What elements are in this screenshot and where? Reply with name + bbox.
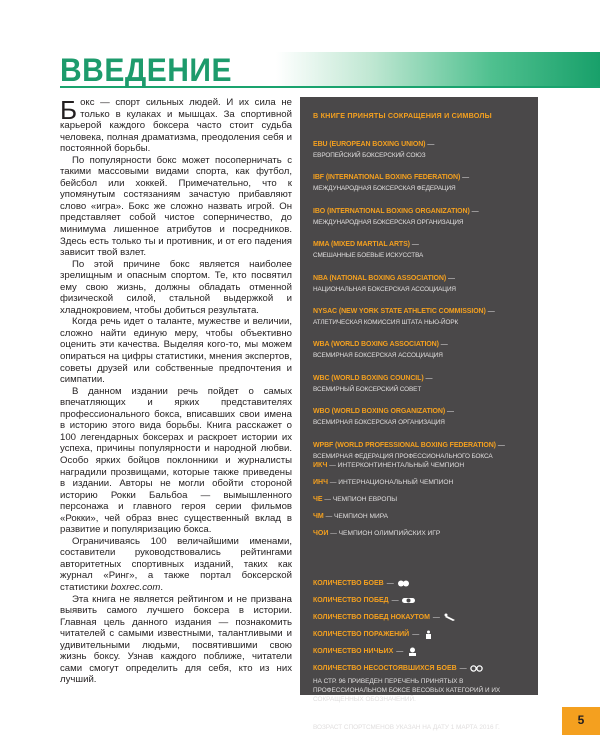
- paragraph-7: Эта книга не является рейтингом и не призвана выявить самого лучшего боксера в истории. Главная цель данного издания — познакомить читателей с самыми известными, талантливыми и удивительными людьми, посвятившими свою жизнь боксу. Узнав каждого поближе, читатели сами смогут определить для себя, кто из них лучший.: [60, 593, 292, 686]
- abbreviation-item: IBO (INTERNATIONAL BOXING ORGANIZATION) — МЕЖДУНАРОДНАЯ БОКСЕРСКАЯ ОРГАНИЗАЦИЯ: [313, 207, 479, 226]
- stat-legend-item: КОЛИЧЕСТВО НИЧЬИХ —: [313, 643, 533, 660]
- sidebar-heading: В КНИГЕ ПРИНЯТЫ СОКРАЩЕНИЯ И СИМВОЛЫ: [313, 111, 492, 120]
- page-number: 5: [577, 713, 585, 727]
- abbreviation-item: NYSAC (NEW YORK STATE ATHLETIC COMMISSION) — АТЛЕТИЧЕСКАЯ КОМИССИЯ ШТАТА НЬЮ-ЙОРК: [313, 307, 495, 326]
- stat-legend-item: КОЛИЧЕСТВО БОЕВ —: [313, 575, 533, 592]
- abbreviation-item: WBA (WORLD BOXING ASSOCIATION) — ВСЕМИРНАЯ БОКСЕРСКАЯ АССОЦИАЦИЯ: [313, 341, 448, 360]
- abbreviation-item: NBA (NATIONAL BOXING ASSOCIATION) — НАЦИОНАЛЬНАЯ БОКСЕРСКАЯ АССОЦИАЦИЯ: [313, 274, 456, 293]
- handshake-icon: [406, 647, 419, 656]
- gloves-icon: [397, 579, 410, 588]
- title-item: ИКЧ — ИНТЕРКОНТИНЕНТАЛЬНЫЙ ЧЕМПИОН: [313, 462, 465, 469]
- title-abbreviation-list: [313, 461, 533, 546]
- paragraph-4: Когда речь идет о таланте, мужестве и величии, сложно найти единую меру, чтобы объективно оценить эти качества. Выделяя кого-то, мы можем опираться на цифры статистики, мнения экспертов, советы друзей или собственные предпочтения и симпатии.: [60, 316, 292, 386]
- page-title: ВВЕДЕНИЕ: [60, 53, 232, 89]
- stats-legend: [313, 575, 533, 677]
- boxrec-link: boxrec.com: [110, 581, 161, 593]
- title-item: ЧЕ — ЧЕМПИОН ЕВРОПЫ: [313, 496, 398, 503]
- paragraph-2: По популярности бокс может посоперничать с такими массовыми видами спорта, как футбол, бейсбол или хоккей. Примечательно, что к упомянутым состязаниям зачастую прибавляют слово «игра». Бокс же сложно назвать игрой. Он представляет собой чистое соперничество, до минимума лишенное атрибутов и посредников. Здесь есть только ты и противник, и от его падения зависит твой взлет.: [60, 154, 292, 259]
- stat-legend-item: КОЛИЧЕСТВО ПОБЕД НОКАУТОМ —: [313, 609, 533, 626]
- page-number-box: [562, 707, 600, 735]
- stat-legend-item: КОЛИЧЕСТВО НЕСОСТОЯВШИХСЯ БОЕВ —: [313, 660, 533, 677]
- paragraph-6: Ограничиваясь 100 величайшими именами, составители руководствовались рейтингами авторитетных спортивных изданий, таких как журнал «Ринг», а также портал боксерской статистики boxrec.com.: [60, 535, 292, 593]
- paragraph-5: В данном издании речь пойдет о самых впечатляющих и ярких представителях профессионального бокса, вписавших свои имена в историю этого вида борьбы. Книга расскажет о 100 легендарных боксерах и раскроет истории их успеха, причины популярности и народной любви. Особо ярких бойцов поклонники и журналисты наградили прозвищами, которые также приведены в издании. Авторы не могли обойти стороной историю Рокки Бальбоа — вымышленного персонажа и главного героя серии фильмов «Рокки», чей образ внес существенный вклад в развитие и популяризацию бокса.: [60, 385, 292, 536]
- abbreviation-item: WBO (WORLD BOXING ORGANIZATION) — ВСЕМИРНАЯ БОКСЕРСКАЯ ОРГАНИЗАЦИЯ: [313, 408, 455, 427]
- knockout-icon: [443, 613, 456, 622]
- paragraph-3: По этой причине бокс является наиболее зрелищным и опасным спортом. Те, кто посвятил ему свою жизнь, должны обладать отменной физической силой, стальной выдержкой и хладнокровием, чтобы добиться результата.: [60, 258, 292, 316]
- cancelled-gloves-icon: [470, 664, 483, 673]
- dropcap: Б: [60, 95, 78, 125]
- stat-legend-item: КОЛИЧЕСТВО ПОРАЖЕНИЙ —: [313, 626, 533, 643]
- intro-text: [60, 97, 292, 686]
- fallen-boxer-icon: [422, 630, 435, 639]
- abbreviations-sidebar: [300, 97, 538, 731]
- weight-categories-note: НА СТР. 96 ПРИВЕДЕН ПЕРЕЧЕНЬ ПРИНЯТЫХ В ПРОФЕССИОНАЛЬНОМ БОКСЕ ВЕСОВЫХ КАТЕГОРИЙ И ИХ СОКРАЩЕННЫХ ОБОЗНАЧЕНИЙ.: [313, 678, 501, 703]
- abbreviation-item: WBC (WORLD BOXING COUNCIL) — ВСЕМИРНЫЙ БОКСЕРСКИЙ СОВЕТ: [313, 374, 433, 393]
- paragraph-1: Бокс — спорт сильных людей. И их сила не только в кулаках и мышцах. За спортивной карьерой каждого боксера часто стоит судьба человека, полная драматизма, преодоления себя и постоянной борьбы.: [60, 95, 292, 155]
- abbreviation-item: WPBF (WORLD PROFESSIONAL BOXING FEDERATION) — ВСЕМИРНАЯ ФЕДЕРАЦИЯ ПРОФЕССИОНАЛЬНОГО БОКСА: [313, 441, 505, 460]
- belt-icon: [402, 596, 415, 605]
- abbreviation-item: EBU (EUROPEAN BOXING UNION) — ЕВРОПЕЙСКИЙ БОКСЕРСКИЙ СОЮЗ: [313, 141, 435, 159]
- stat-legend-item: КОЛИЧЕСТВО ПОБЕД —: [313, 592, 533, 609]
- abbreviation-list: [313, 133, 533, 467]
- title-item: ИНЧ — ИНТЕРНАЦИОНАЛЬНЫЙ ЧЕМПИОН: [313, 479, 454, 486]
- age-note: ВОЗРАСТ СПОРТСМЕНОВ УКАЗАН НА ДАТУ 1 МАРТА 2016 Г.: [313, 724, 500, 731]
- abbreviation-item: IBF (INTERNATIONAL BOXING FEDERATION) — МЕЖДУНАРОДНАЯ БОКСЕРСКАЯ ФЕДЕРАЦИЯ: [313, 174, 470, 193]
- title-item: ЧОИ — ЧЕМПИОН ОЛИМПИЙСКИХ ИГР: [313, 530, 441, 537]
- abbreviation-item: MMA (MIXED MARTIAL ARTS) — СМЕШАННЫЕ БОЕВЫЕ ИСКУССТВА: [313, 241, 424, 260]
- title-item: ЧМ — ЧЕМПИОН МИРА: [313, 513, 389, 520]
